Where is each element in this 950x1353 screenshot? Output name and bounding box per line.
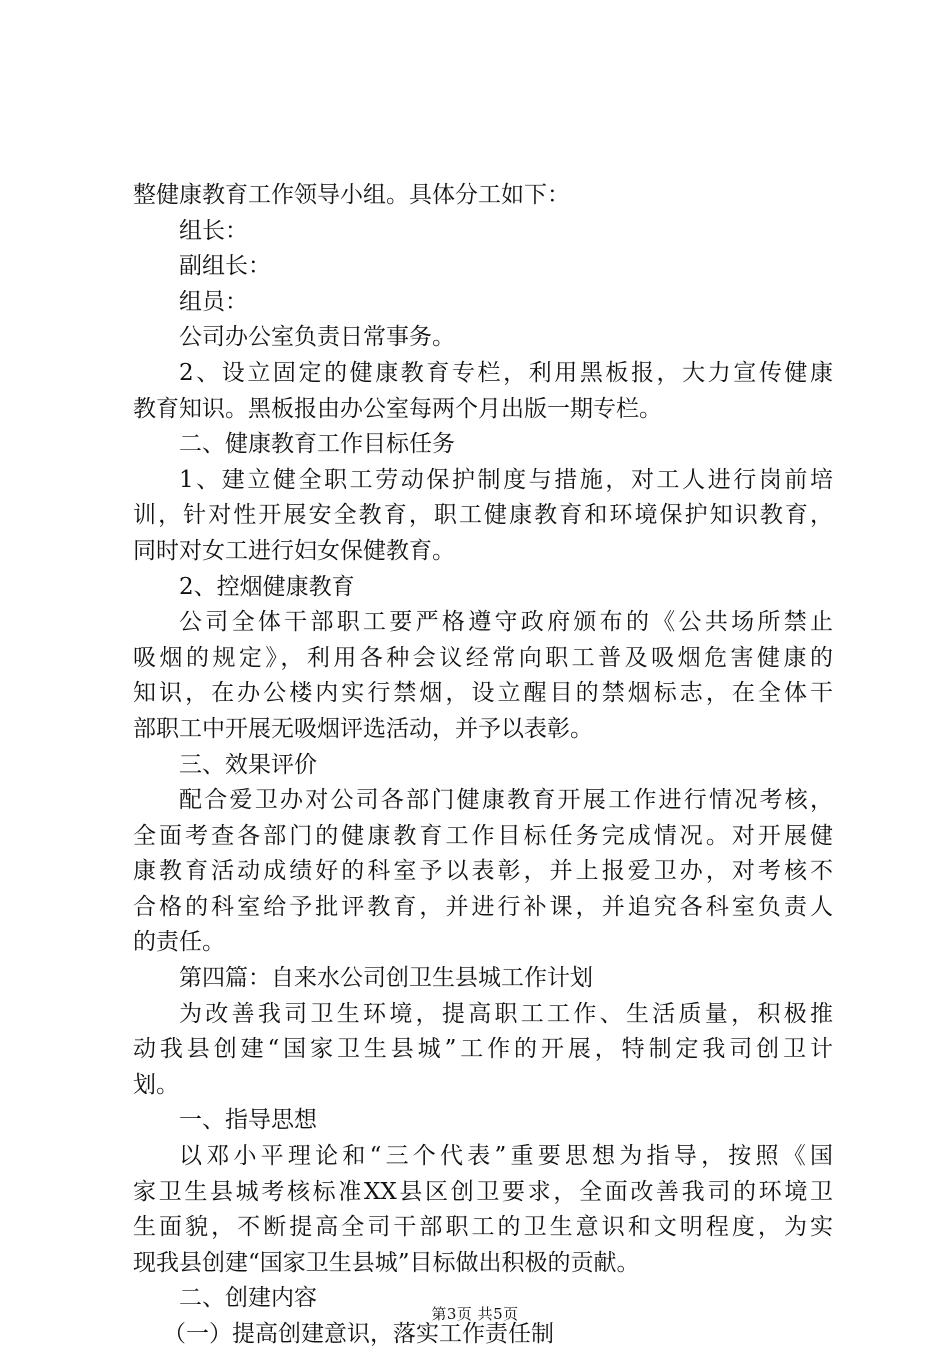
text-line: 合格的科室给予批评教育，并进行补课，并追究各科室负责人 [133, 893, 833, 920]
text-line: 教育知识。黑板报由办公室每两个月出版一期专栏。 [133, 395, 662, 422]
text-line: 全面考查各部门的健康教育工作目标任务完成情况。对开展健 [133, 822, 833, 849]
section-heading: 2、控烟健康教育 [179, 573, 355, 600]
text-line: 划。 [133, 1071, 179, 1098]
text-line: 组长： [179, 217, 248, 244]
text-line: 公司全体干部职工要严格遵守政府颁布的《公共场所禁止 [179, 609, 833, 636]
section-heading: （一）提高创建意识，落实工作责任制 [163, 1321, 554, 1347]
text-line: 以邓小平理论和“三个代表”重要思想为指导，按照《国 [179, 1143, 833, 1170]
text-line: 康教育活动成绩好的科室予以表彰，并上报爱卫办，对考核不 [133, 858, 833, 885]
text-line: 副组长： [179, 253, 271, 280]
text-line: 2、设立固定的健康教育专栏，利用黑板报，大力宣传健康 [179, 359, 833, 386]
text-line: 部职工中开展无吸烟评选活动，并予以表彰。 [133, 715, 593, 742]
text-line: 动我县创建“国家卫生县城”工作的开展，特制定我司创卫计 [133, 1036, 833, 1063]
text-line: 现我县创建“国家卫生县城”目标做出积极的贡献。 [133, 1249, 640, 1276]
section-heading: 三、效果评价 [179, 751, 317, 778]
page-number-footer: 第3页 共5页 [431, 1305, 519, 1323]
section-heading: 一、指导思想 [179, 1107, 317, 1134]
text-line: 1、建立健全职工劳动保护制度与措施，对工人进行岗前培 [179, 466, 833, 493]
text-line: 的责任。 [133, 929, 225, 956]
document-body [133, 178, 833, 1353]
section-title: 第四篇：自来水公司创卫生县城工作计划 [179, 965, 593, 992]
section-heading: 二、健康教育工作目标任务 [179, 431, 455, 458]
text-line: 公司办公室负责日常事务。 [179, 324, 455, 351]
text-line: 为改善我司卫生环境，提高职工工作、生活质量，积极推 [179, 1000, 833, 1027]
text-line: 训，针对性开展安全教育，职工健康教育和环境保护知识教育， [133, 502, 833, 529]
text-line: 生面貌，不断提高全司干部职工的卫生意识和文明程度，为实 [133, 1214, 833, 1241]
text-line: 知识，在办公楼内实行禁烟，设立醒目的禁烟标志，在全体干 [133, 680, 833, 707]
text-line: 配合爱卫办对公司各部门健康教育开展工作进行情况考核， [179, 787, 833, 814]
text-line: 整健康教育工作领导小组。具体分工如下： [133, 182, 570, 208]
text-line: 组员： [179, 288, 248, 315]
text-line: 家卫生县城考核标准XX县区创卫要求，全面改善我司的环境卫 [133, 1178, 833, 1205]
text-line: 吸烟的规定》，利用各种会议经常向职工普及吸烟危害健康的 [133, 644, 833, 671]
text-line: 同时对女工进行妇女保健教育。 [133, 537, 455, 564]
section-heading: 二、创建内容 [179, 1285, 317, 1312]
